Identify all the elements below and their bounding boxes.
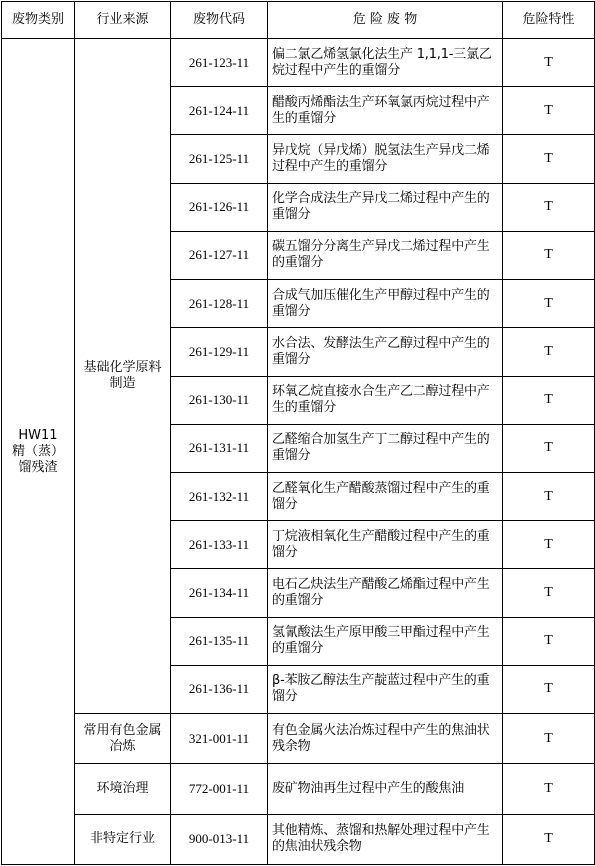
waste-code-cell: 261-123-11 (171, 39, 268, 87)
waste-category-cell (2, 39, 75, 865)
waste-code-cell: 261-129-11 (171, 328, 268, 376)
waste-code-cell: 261-130-11 (171, 376, 268, 424)
waste-code-cell: 261-132-11 (171, 472, 268, 520)
waste-description-cell: 乙醛缩合加氢生产丁二醇过程中产生的重馏分 (268, 424, 503, 472)
waste-description-cell: 电石乙炔法生产醋酸乙烯酯过程中产生的重馏分 (268, 569, 503, 617)
waste-description-cell: 丁烷液相氧化生产醋酸过程中产生的重馏分 (268, 521, 503, 569)
category-name-line1: 精（蒸） (11, 443, 64, 459)
waste-description-cell: 化学合成法生产异戊二烯过程中产生的重馏分 (268, 183, 503, 231)
waste-description-cell: 其他精炼、蒸馏和热解处理过程中产生的焦油状残余物 (268, 814, 503, 864)
industry-source-cell: 基础化学原料制造 (75, 39, 171, 714)
hazard-property-cell: T (503, 39, 595, 87)
header-waste: 危 险 废 物 (268, 2, 503, 39)
header-category: 废物类别 (2, 2, 75, 39)
hazard-property-cell: T (503, 764, 595, 814)
waste-description-cell: 环氧乙烷直接水合生产乙二醇过程中产生的重馏分 (268, 376, 503, 424)
waste-description-cell: 醋酸丙烯酯法生产环氧氯丙烷过程中产生的重馏分 (268, 87, 503, 135)
waste-code-cell: 261-127-11 (171, 231, 268, 279)
hazard-property-cell: T (503, 135, 595, 183)
category-code: HW11 (18, 427, 58, 443)
table-row (2, 714, 595, 764)
waste-description-cell: 氢氰酸法生产原甲酸三甲酯过程中产生的重馏分 (268, 617, 503, 665)
hazard-property-cell: T (503, 665, 595, 713)
hazardous-waste-table (1, 1, 595, 865)
waste-code-cell: 900-013-11 (171, 814, 268, 864)
hazard-property-cell: T (503, 87, 595, 135)
waste-code-cell: 261-134-11 (171, 569, 268, 617)
hazard-property-cell: T (503, 280, 595, 328)
hazard-property-cell: T (503, 183, 595, 231)
hazard-property-cell: T (503, 231, 595, 279)
header-row (2, 2, 595, 39)
waste-description-cell: 废矿物油再生过程中产生的酸焦油 (268, 764, 503, 814)
waste-code-cell: 261-133-11 (171, 521, 268, 569)
waste-code-cell: 261-126-11 (171, 183, 268, 231)
waste-code-cell: 261-128-11 (171, 280, 268, 328)
waste-code-cell: 321-001-11 (171, 714, 268, 764)
waste-description-cell: 合成气加压催化生产甲醇过程中产生的重馏分 (268, 280, 503, 328)
header-source: 行业来源 (75, 2, 171, 39)
table-row (2, 39, 595, 87)
waste-code-cell: 772-001-11 (171, 764, 268, 814)
industry-source-cell: 常用有色金属冶炼 (75, 714, 171, 764)
waste-description-cell: 有色金属火法冶炼过程中产生的焦油状残余物 (268, 714, 503, 764)
hazard-property-cell: T (503, 376, 595, 424)
waste-description-cell: 碳五馏分分离生产异戊二烯过程中产生的重馏分 (268, 231, 503, 279)
industry-source-cell: 非特定行业 (75, 814, 171, 864)
hazard-property-cell: T (503, 814, 595, 864)
waste-code-cell: 261-135-11 (171, 617, 268, 665)
waste-description-cell: 乙醛氧化生产醋酸蒸馏过程中产生的重馏分 (268, 472, 503, 520)
waste-code-cell: 261-136-11 (171, 665, 268, 713)
hazard-property-cell: T (503, 328, 595, 376)
table-row (2, 764, 595, 814)
hazard-property-cell: T (503, 714, 595, 764)
table-row (2, 814, 595, 864)
waste-description-cell: 异戊烷（异戊烯）脱氢法生产异戊二烯过程中产生的重馏分 (268, 135, 503, 183)
waste-code-cell: 261-131-11 (171, 424, 268, 472)
category-name-line2: 馏残渣 (18, 459, 58, 475)
hazard-property-cell: T (503, 472, 595, 520)
hazard-property-cell: T (503, 569, 595, 617)
hazard-property-cell: T (503, 617, 595, 665)
header-hazard: 危险特性 (503, 2, 595, 39)
industry-source-cell: 环境治理 (75, 764, 171, 814)
waste-code-cell: 261-124-11 (171, 87, 268, 135)
hazard-property-cell: T (503, 521, 595, 569)
waste-code-cell: 261-125-11 (171, 135, 268, 183)
waste-description-cell: 水合法、发酵法生产乙醇过程中产生的重馏分 (268, 328, 503, 376)
waste-description-cell: 偏二氯乙烯氢氯化法生产 1,1,1-三氯乙烷过程中产生的重馏分 (268, 39, 503, 87)
waste-description-cell: β-苯胺乙醇法生产靛蓝过程中产生的重馏分 (268, 665, 503, 713)
hazard-property-cell: T (503, 424, 595, 472)
header-code: 废物代码 (171, 2, 268, 39)
